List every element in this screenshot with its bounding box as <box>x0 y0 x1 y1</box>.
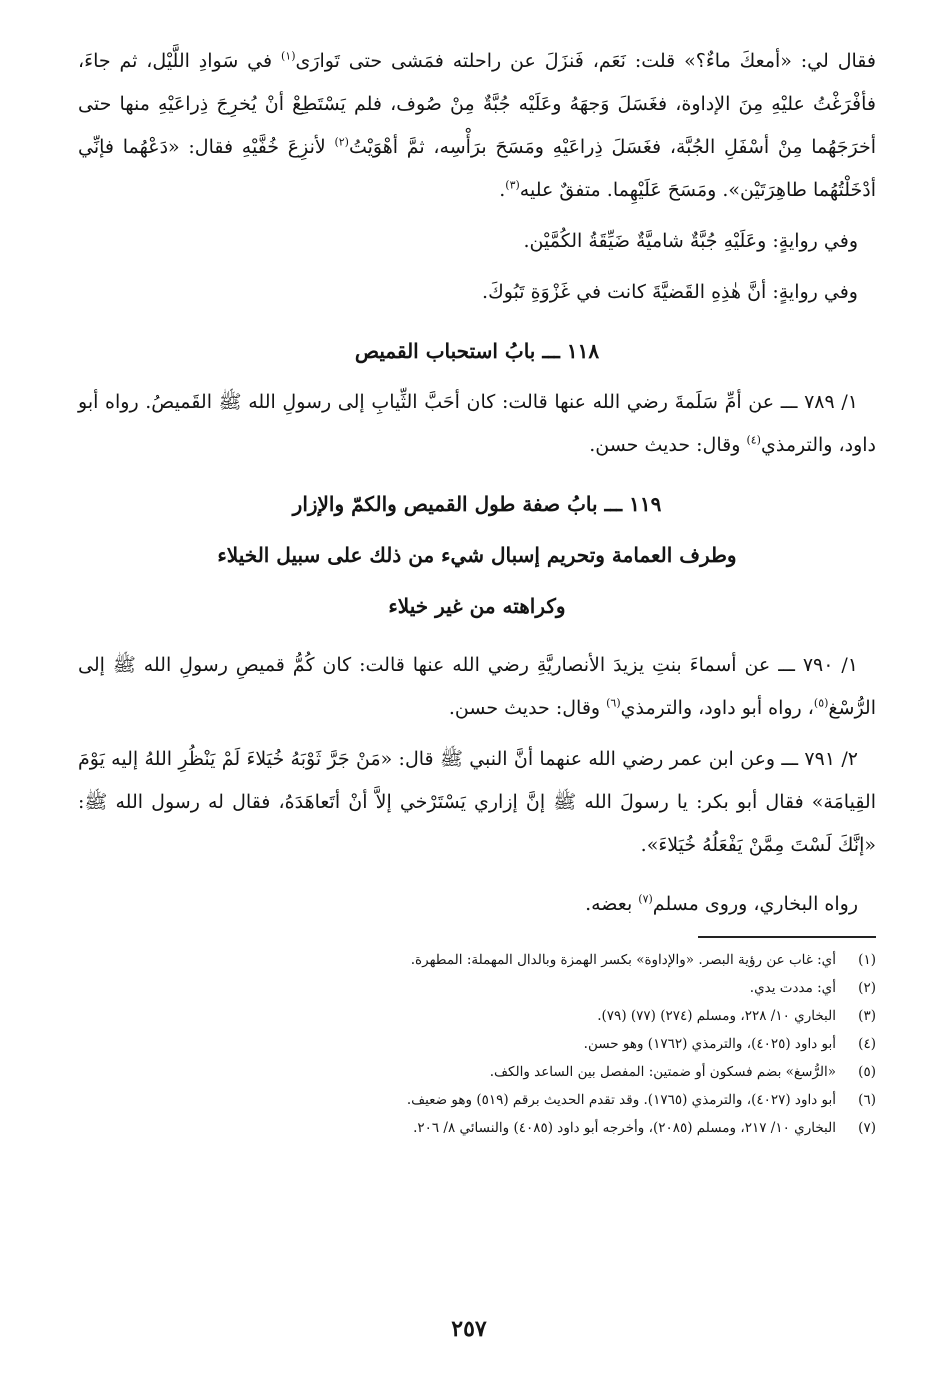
footnote-text: البخاري ١٠/ ٢٢٨، ومسلم (٢٧٤) (٧٧) (٧٩). <box>597 1008 836 1024</box>
text: ، رواه أبو داود، والترمذي <box>620 697 814 719</box>
page-number: ٢٥٧ <box>451 1316 487 1342</box>
text: رواه البخاري، وروى مسلم <box>652 893 858 915</box>
footnote-number: (٣) <box>858 1008 876 1024</box>
footnote-text: أبو داود (٤٠٢٥)، والترمذي (١٧٦٢) وهو حسن. <box>583 1036 836 1052</box>
text: وقال: حديث حسن. <box>448 697 607 719</box>
paragraph-riwaya-2: وفي روايةٍ: أنَّ هٰذِهِ القَضيَّةَ كانت في غَزْوَةِ تَبُوكَ. <box>482 281 858 303</box>
text: وقال: حديث حسن. <box>589 434 747 456</box>
footnote-ref: (٧) <box>638 892 653 906</box>
paragraph-hadith-789 <box>78 381 876 467</box>
footnote-text: «الرُّسغ» بضم فسكون أو ضمتين: المفصل بين الساعد والكف. <box>489 1064 836 1080</box>
text: ١/ ٧٨٩ ـــ عن أمِّ سَلَمةَ رضي الله عنها قالت: كان أحَبَّ الثِّيابِ إلى رسولِ الله ﷺ القَميصُ. رواه أبو داود، والترمذي <box>78 391 876 456</box>
footnote-ref: (١) <box>280 49 296 63</box>
paragraph-hadith-791-source <box>78 883 876 926</box>
chapter-subheading-line-2: وطرف العمامة وتحريم إسبال شيء من ذلك على سبيل الخيلاء <box>217 543 737 567</box>
footnote-item <box>78 1002 876 1030</box>
footnote-text: أي: غاب عن رؤية البصر. «والإداوة» بكسر الهمزة وبالدال المهملة: المطهرة. <box>410 952 836 968</box>
paragraph-hadith-791: ٢/ ٧٩١ ـــ وعن ابن عمر رضي الله عنهما أنَّ النبي ﷺ قال: «مَنْ جَرَّ ثَوْبَهُ خُيَلاءَ لَمْ يَنْظُرِ اللهُ إليه يَوْمَ القِيامَة» فقال أبو بكر: يا رسولَ الله ﷺ إنَّ إزاري يَسْتَرْخي إلاَّ أنْ أتَعاهَدَهُ، فقال له رسول الله ﷺ: «إنَّكَ لَسْتَ مِمَّنْ يَفْعَلُهُ خُيَلاءَ». <box>78 748 876 856</box>
footnote-text: أبو داود (٤٠٢٧)، والترمذي (١٧٦٥). وقد تقدم الحديث برقم (٥١٩) وهو ضعيف. <box>406 1092 836 1108</box>
text: لأنزِعَ خُفَّيْهِ فقال: «دَعْهُما فإنِّي أدْخَلْتُهُما طاهِرَتَيْن». ومَسَحَ عَلَيْهِما. متفقٌ عليه <box>78 136 876 201</box>
footnote-ref: (٣) <box>505 178 520 192</box>
footnote-item <box>78 1086 876 1114</box>
footnote-number: (٢) <box>858 980 876 996</box>
footnotes-list <box>78 946 876 1142</box>
chapter-heading-119: ١١٩ ـــ بابُ صفة طول القميص والكمّ والإزار <box>292 492 662 516</box>
text: في سَوادِ اللَّيْل، ثم جاءَ، فأفْرَغْتُ عليْهِ مِنَ الإداوة، فغَسَلَ وَجهَهُ وعَلَيْه جُبَّةٌ مِنْ صُوف، فلم يَسْتَطِعْ أنْ يُخرِجَ ذِراعَيْهِ منها حتى أخرَجَهُما مِنْ أسْفَلِ الجُبَّة، فغَسَلَ ذِراعَيْهِ ومَسَحَ برَأْسِه، ثمَّ أهْوَيْتُ <box>78 50 876 158</box>
footnote-item <box>78 1114 876 1142</box>
footnote-text: البخاري ١٠/ ٢١٧، ومسلم (٢٠٨٥)، وأخرجه أبو داود (٤٠٨٥) والنسائي ٨/ ٢٠٦. <box>413 1120 836 1136</box>
text: فقال لي: «أمعكَ ماءٌ؟» قلت: نَعَم، فَنزَلَ عن راحلته فمَشى حتى تَوارَى <box>295 50 876 72</box>
chapter-subheading-line-3: وكراهته من غير خيلاء <box>388 594 566 618</box>
book-page <box>78 40 876 1360</box>
footnote-number: (٧) <box>858 1120 876 1136</box>
chapter-heading-118: ١١٨ ـــ بابُ استحباب القميص <box>354 339 600 363</box>
footnote-ref: (٥) <box>813 696 829 710</box>
text: بعضه. <box>585 893 639 915</box>
footnote-ref: (٢) <box>334 135 349 149</box>
paragraph-hadith-790 <box>78 644 876 730</box>
paragraph-hadith-continuation <box>78 40 876 212</box>
footnote-item <box>78 1030 876 1058</box>
text: ١/ ٧٩٠ ـــ عن أسماءَ بنتِ يزيدَ الأنصاريَّةِ رضي الله عنها قالت: كان كُمُّ قميصِ رسولِ الله ﷺ إلى الرُّسْغ <box>78 654 876 719</box>
footnote-number: (٤) <box>858 1036 876 1052</box>
footnote-text: أي: مددت يدي. <box>749 980 836 996</box>
paragraph-riwaya-1: وفي روايةٍ: وعَلَيْهِ جُبَّةٌ شاميَّةٌ ضَيِّقَةُ الكُمَّيْن. <box>523 230 858 252</box>
footnote-number: (٦) <box>858 1092 876 1108</box>
footnote-divider <box>698 936 876 938</box>
text: . <box>499 179 506 201</box>
footnote-item <box>78 1058 876 1086</box>
footnote-ref: (٦) <box>606 696 621 710</box>
footnote-item <box>78 946 876 974</box>
footnote-ref: (٤) <box>746 433 761 447</box>
footnote-number: (٥) <box>858 1064 876 1080</box>
footnote-item <box>78 974 876 1002</box>
footnote-number: (١) <box>858 952 876 968</box>
